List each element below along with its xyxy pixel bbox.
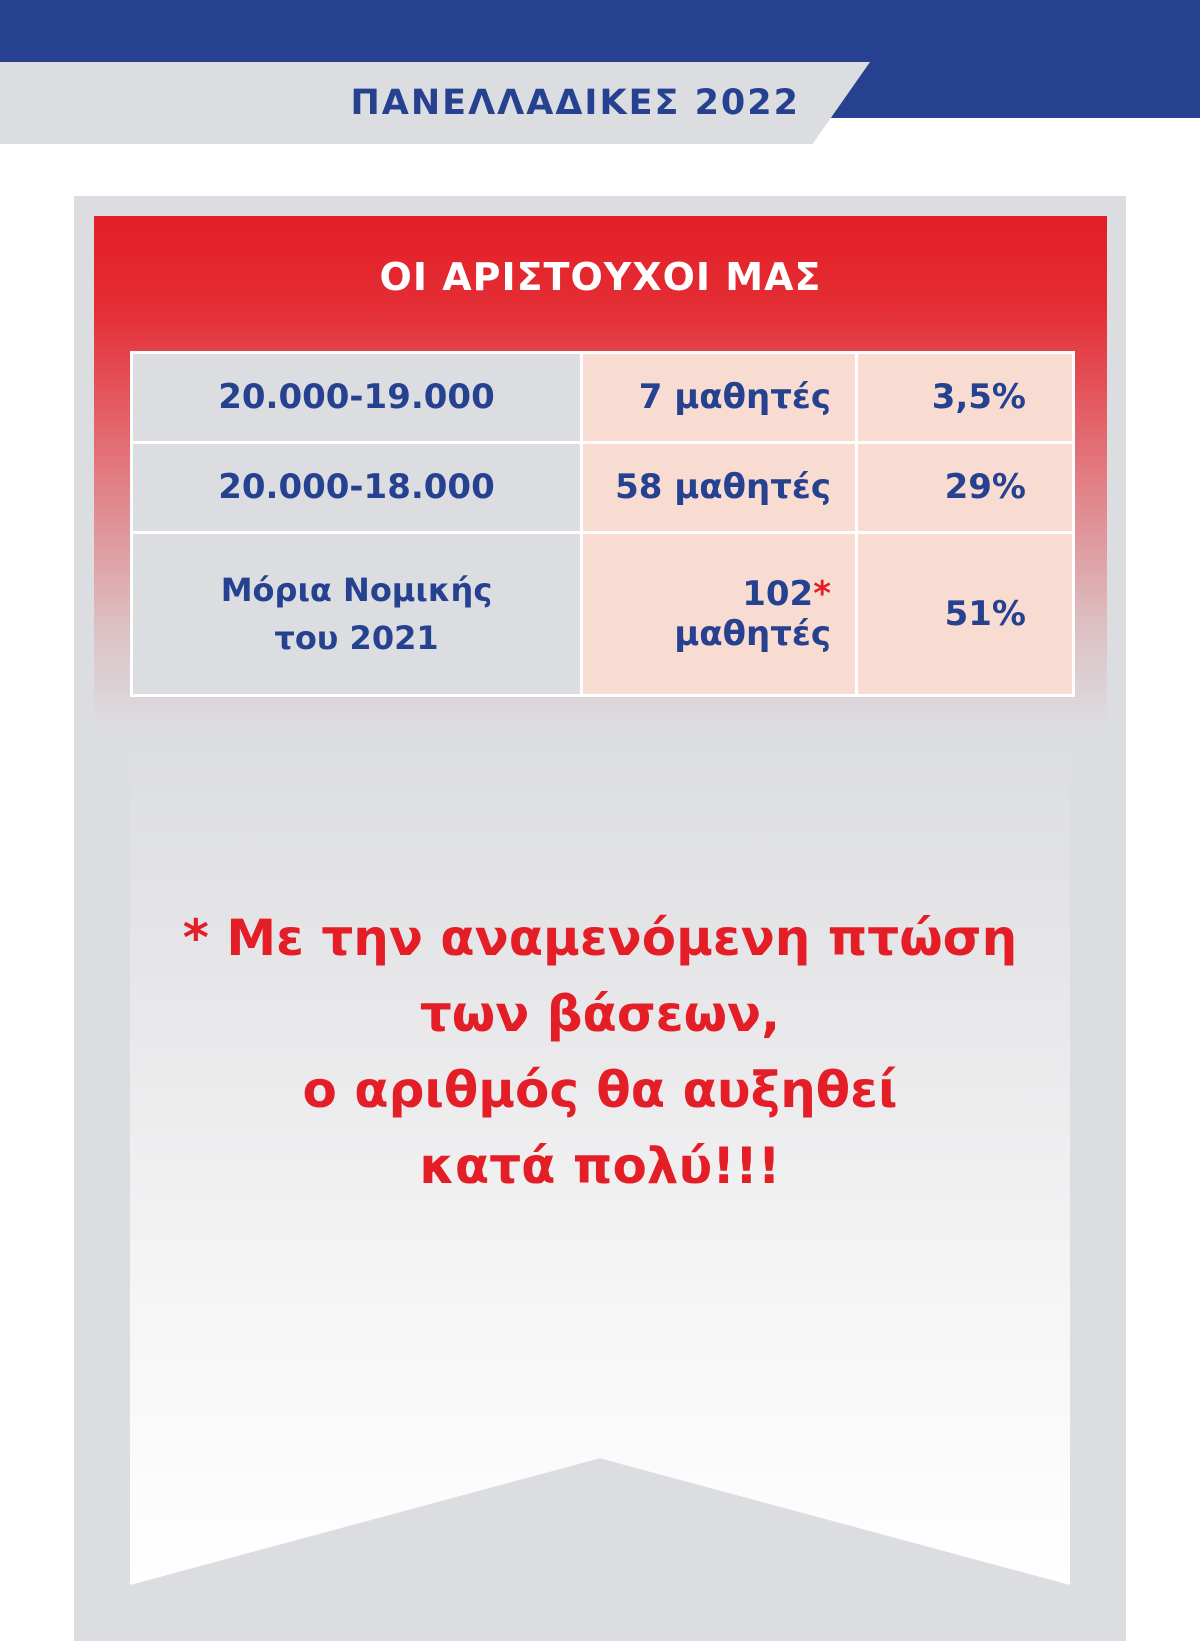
footnote-line: ο αριθμός θα αυξηθεί (302, 1061, 898, 1119)
range-line-2: του 2021 (274, 618, 439, 657)
table-row (132, 442, 1074, 532)
page-title: ΠΑΝΕΛΛΑΔΙΚΕΣ 2022 (350, 83, 800, 123)
count-number: 102 (742, 573, 814, 614)
score-range-cell: 20.000-18.000 (132, 442, 582, 532)
footnote (130, 900, 1070, 1204)
percentage-cell: 3,5% (857, 353, 1074, 443)
card-title: ΟΙ ΑΡΙΣΤΟΥΧΟΙ ΜΑΣ (379, 255, 822, 299)
percentage-cell: 51% (857, 532, 1074, 695)
results-table (130, 351, 1075, 697)
asterisk-mark: * (813, 573, 831, 614)
footnote-line: των βάσεων, (419, 985, 781, 1043)
count-suffix: μαθητές (674, 613, 831, 654)
student-count-cell: 7 μαθητές (582, 353, 857, 443)
table-row (132, 353, 1074, 443)
footnote-line: κατά πολύ!!! (419, 1137, 781, 1195)
footnote-line: * Με την αναμενόμενη πτώση (182, 909, 1018, 967)
percentage-cell: 29% (857, 442, 1074, 532)
student-count-cell (582, 532, 857, 695)
score-range-cell: 20.000-19.000 (132, 353, 582, 443)
score-range-cell (132, 532, 582, 695)
range-line-1: Μόρια Νομικής (220, 570, 493, 609)
student-count-cell: 58 μαθητές (582, 442, 857, 532)
table-row (132, 532, 1074, 695)
